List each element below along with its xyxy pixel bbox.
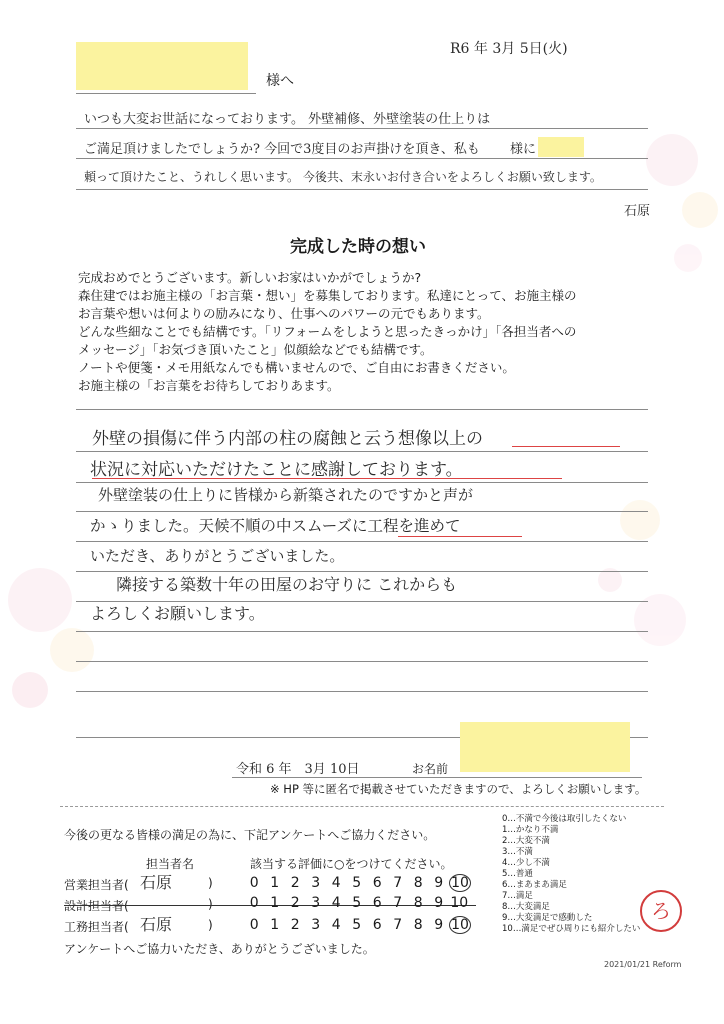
- survey-row-name: 石原: [140, 915, 173, 934]
- rule-line: [76, 511, 648, 512]
- survey-row-label: 営業担当者(: [64, 878, 129, 892]
- customer-message-line: 隣接する築数十年の田屋のお守りに これからも: [116, 575, 458, 594]
- rule-line: [76, 541, 648, 542]
- rating-option[interactable]: 9: [434, 895, 444, 911]
- rating-option[interactable]: 7: [393, 875, 403, 891]
- rule-line: [76, 661, 648, 662]
- highlight-underline: [512, 446, 620, 447]
- rating-option[interactable]: 4: [331, 917, 341, 933]
- rating-option[interactable]: 6: [372, 917, 382, 933]
- legend-item: 10…満足でぜひ周りにも紹介したい: [502, 924, 641, 934]
- rating-option[interactable]: 6: [372, 895, 382, 911]
- legend-item: 7…満足: [502, 891, 533, 901]
- rule-line: [76, 158, 648, 159]
- rating-option[interactable]: 4: [331, 895, 341, 911]
- rule-line: [76, 691, 648, 692]
- rating-option[interactable]: 5: [352, 895, 362, 911]
- rule-line: [76, 409, 648, 410]
- rating-option[interactable]: 7: [393, 917, 403, 933]
- rule-line: [76, 189, 648, 190]
- legend-item: 4…少し不満: [502, 858, 550, 868]
- staff-message-line: 頼って頂けたこと、うれしく思います。 今後共、末永いお付き合いをよろしくお願い致します。: [84, 170, 602, 184]
- customer-message-line: いただき、ありがとうございました。: [90, 547, 345, 565]
- rating-option-selected[interactable]: 10: [449, 916, 471, 934]
- rating-option[interactable]: 8: [413, 917, 423, 933]
- intro-line: どんな些細なことでも結構です。「リフォームをしようと思ったきっかけ」「各担当者への: [78, 324, 577, 339]
- rating-option[interactable]: 3: [311, 895, 321, 911]
- survey-row-name: 石原: [140, 873, 173, 892]
- highlight-underline: [92, 478, 562, 479]
- rating-option[interactable]: 2: [290, 875, 300, 891]
- legend-item: 0…不満で今後は取引したくない: [502, 814, 627, 824]
- survey-row-label: 工務担当者(: [64, 920, 129, 934]
- legend-item: 8…大変満足: [502, 902, 550, 912]
- rating-option-selected[interactable]: 10: [449, 874, 471, 892]
- section-title: 完成した時の想い: [290, 237, 426, 257]
- redacted-customer-name: [460, 722, 630, 772]
- rating-option[interactable]: 10: [450, 895, 469, 911]
- rating-option[interactable]: 4: [331, 875, 341, 891]
- intro-line: お施主様の「お言葉をお待ちしておりあます。: [78, 378, 340, 393]
- rating-option[interactable]: 9: [434, 875, 444, 891]
- highlight-underline: [398, 536, 522, 537]
- survey-heading: 今後の更なる皆様の満足の為に、下記アンケートへご協力ください。: [64, 828, 436, 842]
- survey-thanks: アンケートへご協力いただき、ありがとうございました。: [64, 942, 375, 956]
- stamp-text: ろ: [651, 899, 671, 923]
- signature-line: [232, 777, 642, 778]
- customer-message-line: かゝりました。天候不順の中スムーズに工程を進めて: [90, 517, 461, 535]
- rule-line: [76, 128, 648, 129]
- signature-date: 令和 6 年 3月 10日: [236, 762, 360, 777]
- survey-row-close: ): [208, 897, 213, 911]
- rating-option[interactable]: 1: [270, 917, 280, 933]
- rating-scale-row: [244, 895, 470, 911]
- survey-row-label: 設計担当者(: [64, 899, 129, 913]
- staff-signature: 石原: [624, 204, 651, 219]
- intro-line: 完成おめでとうございます。新しいお家はいかがでしょうか?: [78, 270, 422, 285]
- col-person-header: 担当者名: [146, 857, 195, 871]
- redacted-name-top: [76, 42, 248, 90]
- rating-option[interactable]: 0: [249, 875, 259, 891]
- customer-message-line: 外壁の損傷に伴う内部の柱の腐蝕と云う想像以上の: [92, 429, 483, 449]
- intro-line: 森住建ではお施主様の「お言葉・想い」を募集しております。私達にとって、お施主様の: [78, 288, 577, 303]
- col-rating-header: 該当する評価に○をつけてください。: [250, 857, 453, 871]
- intro-line: ノートや便箋・メモ用紙なんでも構いませんので、ご自由にお書きください。: [78, 360, 515, 375]
- legend-item: 5…普通: [502, 869, 533, 879]
- rating-scale-row: [244, 874, 471, 892]
- rating-option[interactable]: 2: [290, 895, 300, 911]
- footer-code: 2021/01/21 Reform: [604, 960, 682, 969]
- hp-note: ※ HP 等に匿名で掲載させていただきますので、よろしくお願いします。: [270, 782, 647, 796]
- rating-option[interactable]: 7: [393, 895, 403, 911]
- stamp-mark: [640, 890, 682, 932]
- intro-line: メッセージ」「お気づき頂いたこと」似顔絵などでも結構です。: [78, 342, 433, 357]
- survey-row-close: ): [208, 918, 213, 932]
- rating-option[interactable]: 1: [270, 895, 280, 911]
- rating-scale-row: [244, 916, 471, 934]
- legend-item: 9…大変満足で感動した: [502, 913, 593, 923]
- rule-line: [76, 93, 256, 94]
- legend-item: 3…不満: [502, 847, 533, 857]
- customer-message-line: 状況に対応いただけたことに感謝しております。: [90, 460, 463, 480]
- intro-line: お言葉や想いは何よりの励みになり、仕事へのパワーの元でもあります。: [78, 306, 490, 321]
- dashed-divider: [60, 806, 664, 807]
- redacted-name-inline: [538, 137, 584, 157]
- name-label: お名前: [412, 762, 449, 776]
- rating-option[interactable]: 2: [290, 917, 300, 933]
- header-date: R6 年 3月 5日(火): [450, 41, 568, 57]
- customer-message-line: 外壁塗装の仕上りに皆様から新築されたのですかと声が: [98, 486, 474, 504]
- rating-option[interactable]: 0: [249, 917, 259, 933]
- staff-message-line: いつも大変お世話になっております。 外壁補修、外壁塗装の仕上りは: [84, 112, 491, 127]
- rating-option[interactable]: 8: [413, 895, 423, 911]
- rating-option[interactable]: 5: [352, 875, 362, 891]
- rating-option[interactable]: 5: [352, 917, 362, 933]
- rating-option[interactable]: 6: [372, 875, 382, 891]
- rule-line: [76, 631, 648, 632]
- rating-option[interactable]: 3: [311, 875, 321, 891]
- rating-option[interactable]: 9: [434, 917, 444, 933]
- rule-line: [76, 482, 648, 483]
- rating-option[interactable]: 0: [249, 895, 259, 911]
- rating-option[interactable]: 8: [413, 875, 423, 891]
- rating-legend: [502, 814, 640, 935]
- addressee-suffix: 様へ: [266, 73, 294, 89]
- rating-option[interactable]: 1: [270, 875, 280, 891]
- legend-item: 6…まあまあ満足: [502, 880, 567, 890]
- survey-row-close: ): [208, 876, 213, 890]
- staff-message-line: ご満足頂けましたでしょうか? 今回で3度目のお声掛けを頂き、私も 様に: [84, 142, 536, 157]
- customer-message-line: よろしくお願いします。: [90, 604, 265, 623]
- legend-item: 1…かなり不満: [502, 825, 559, 835]
- legend-item: 2…大変不満: [502, 836, 550, 846]
- rule-line: [76, 451, 648, 452]
- rating-option[interactable]: 3: [311, 917, 321, 933]
